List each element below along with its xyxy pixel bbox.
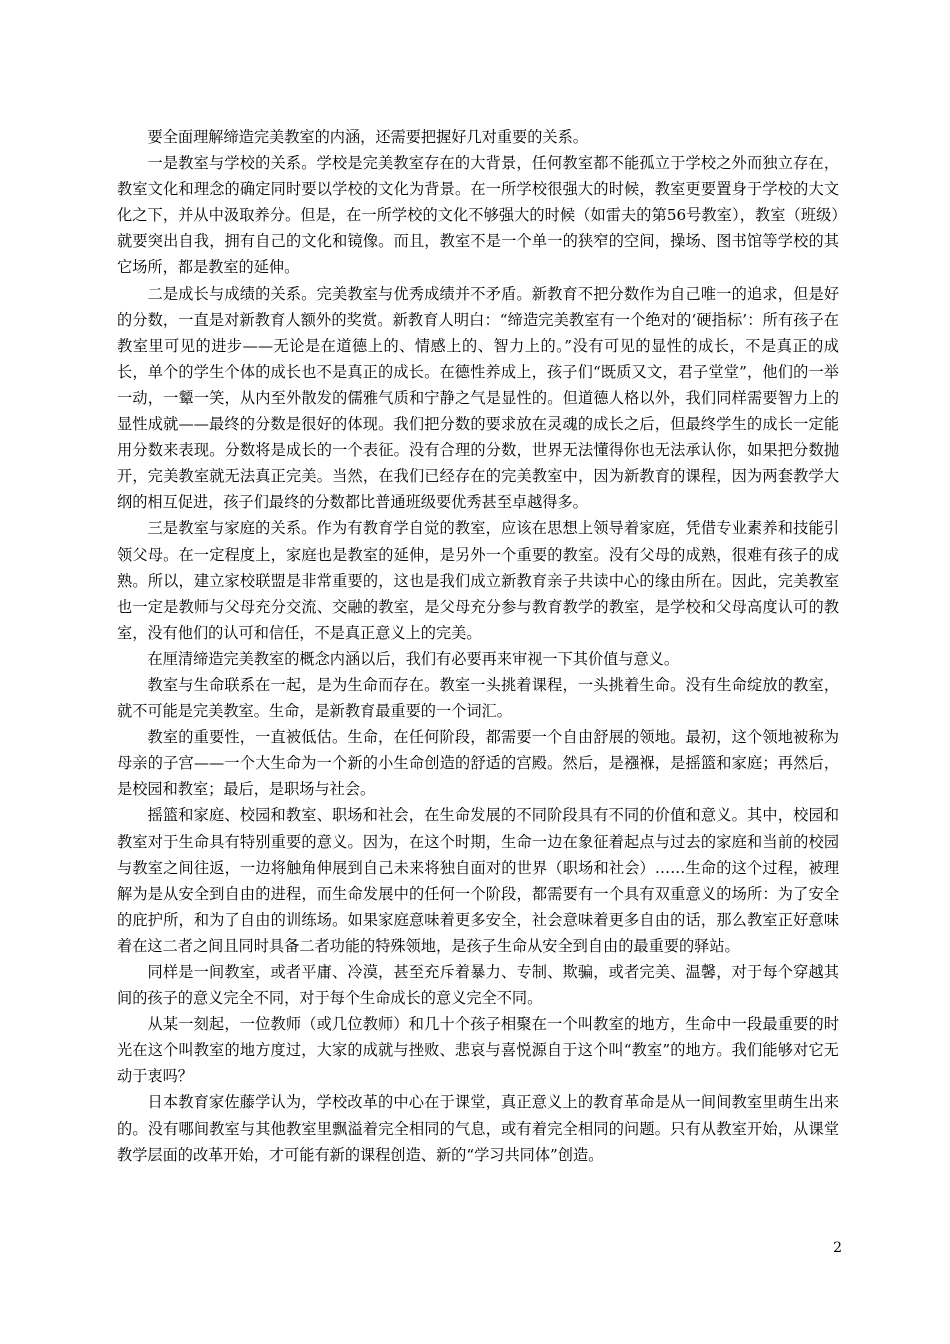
paragraph: 教室的重要性，一直被低估。生命，在任何阶段，都需要一个自由舒展的领地。最初，这个领地被称为母亲的子宫——一个大生命为一个新的小生命创造的舒适的宫殿。然后，是襁褓，是摇篮和家庭；再然后，是校园和教室；最后，是职场与社会。 — [117, 728, 839, 799]
paragraph: 同样是一间教室，或者平庸、冷漠，甚至充斥着暴力、专制、欺骗，或者完美、温馨，对于每个穿越其间的孩子的意义完全不同，对于每个生命成长的意义完全不同。 — [117, 963, 839, 1008]
paragraph: 日本教育家佐藤学认为，学校改革的中心在于课堂，真正意义上的教育革命是从一间间教室里萌生出来的。没有哪间教室与其他教室里飘溢着完全相同的气息，或有着完全相同的问题。只有从教室开始，从课堂教学层面的改革开始，才可能有新的课程创造、新的“学习共同体”创造。 — [117, 1093, 839, 1164]
paragraph: 从某一刻起，一位教师（或几位教师）和几十个孩子相聚在一个叫教室的地方，生命中一段最重要的时光在这个叫教室的地方度过，大家的成就与挫败、悲哀与喜悦源自于这个叫“教室”的地方。我们能够对它无动于衷吗？ — [117, 1015, 839, 1086]
paragraph: 要全面理解缔造完美教室的内涵，还需要把握好几对重要的关系。 — [147, 128, 588, 146]
paragraph: 在厘清缔造完美教室的概念内涵以后，我们有必要再来审视一下其价值与意义。 — [147, 649, 680, 668]
body-text — [117, 124, 839, 1168]
paragraph: 三是教室与家庭的关系。作为有教育学自觉的教室，应该在思想上领导着家庭，凭借专业素养和技能引领父母。在一定程度上，家庭也是教室的延伸，是另外一个重要的教室。没有父母的成熟，很难有孩子的成熟。所以，建立家校联盟是非常重要的，这也是我们成立新教育亲子共读中心的缘由所在。因此，完美教室也一定是教师与父母充分交流、交融的教室，是父母充分参与教育教学的教室，是学校和父母高度认可的教室，没有他们的认可和信任，不是真正意义上的完美。 — [117, 519, 839, 642]
page-number: 2 — [833, 1240, 842, 1256]
paragraph: 一是教室与学校的关系。学校是完美教室存在的大背景，任何教室都不能孤立于学校之外而独立存在，教室文化和理念的确定同时要以学校的文化为背景。在一所学校很强大的时候，教室更要置身于学校的大文化之下，并从中汲取养分。但是，在一所学校的文化不够强大的时候（如雷夫的第56号教室），教室（班级）就要突出自我，拥有自己的文化和镜像。而且，教室不是一个单一的狭窄的空间，操场、图书馆等学校的其它场所，都是教室的延伸。 — [117, 154, 839, 277]
paragraph: 摇篮和家庭、校园和教室、职场和社会，在生命发展的不同阶段具有不同的价值和意义。其中，校园和教室对于生命具有特别重要的意义。因为，在这个时期，生命一边在象征着起点与过去的家庭和当前的校园与教室之间往返，一边将触角伸展到自己未来将独自面对的世界（职场和社会）……生命的这个过程，被理解为是从安全到自由的进程，而生命发展中的任何一个阶段，都需要有一个具有双重意义的场所：为了安全的庇护所，和为了自由的训练场。如果家庭意味着更多安全，社会意味着更多自由的话，那么教室正好意味着在这二者之间且同时具备二者功能的特殊领地，是孩子生命从安全到自由的最重要的驿站。 — [117, 806, 839, 955]
paragraph: 教室与生命联系在一起，是为生命而存在。教室一头挑着课程，一头挑着生命。没有生命绽放的教室，就不可能是完美教室。生命，是新教育最重要的一个词汇。 — [117, 675, 839, 721]
paragraph: 二是成长与成绩的关系。完美教室与优秀成绩并不矛盾。新教育不把分数作为自己唯一的追求，但是好的分数，一直是对新教育人额外的奖赏。新教育人明白：“缔造完美教室有一个绝对的‘硬指标’：所有孩子在教室里可见的进步——无论是在道德上的、情感上的、智力上的。”没有可见的显性的成长，不是真正的成长，单个的学生个体的成长也不是真正的成长。在德性养成上，孩子们“既质又文，君子堂堂”，他们的一举一动，一颦一笑，从内至外散发的儒雅气质和宁静之气是显性的。但道德人格以外，我们同样需要智力上的显性成就——最终的分数是很好的体现。我们把分数的要求放在灵魂的成长之后，但最终学生的成长一定能用分数来表现。分数将是成长的一个表征。没有合理的分数，世界无法懂得你也无法承认你，如果把分数抛开，完美教室就无法真正完美。当然，在我们已经存在的完美教室中，因为新教育的课程，因为两套教学大纲的相互促进，孩子们最终的分数都比普通班级要优秀甚至卓越得多。 — [117, 284, 839, 512]
